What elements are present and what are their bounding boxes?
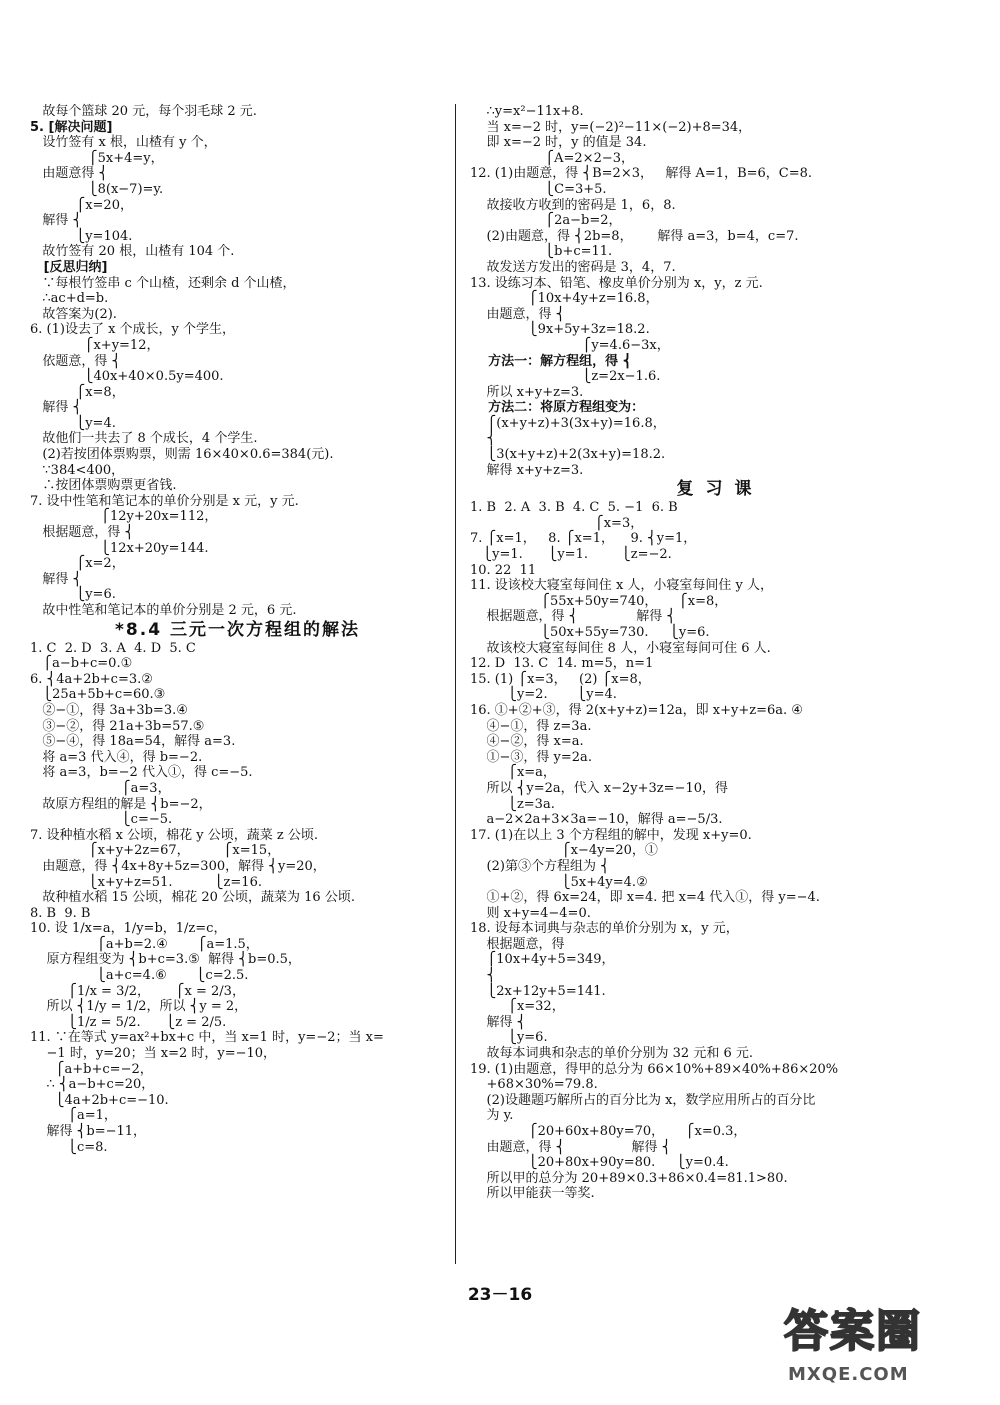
answer-line: ⎧x=3， bbox=[470, 515, 644, 531]
answer-line: 即 x=−2 时，y 的值是 34. bbox=[470, 135, 647, 151]
answer-line: ⎩2x+12y+5=141. bbox=[470, 983, 606, 999]
answer-line: 12. (1)由题意，得 ⎨B=2×3， 解得 A=1，B=6，C=8. bbox=[470, 166, 813, 182]
page-number: 23－16 bbox=[467, 1285, 533, 1305]
answer-line: 15. (1) ⎧x=3， (2) ⎧x=8， bbox=[470, 671, 651, 687]
answer-line: ⎧20+60x+80y=70， ⎧x=0.3， bbox=[470, 1124, 747, 1139]
answer-line: 7. ⎧x=1， 8. ⎧x=1， 9. ⎨y=1， bbox=[470, 531, 697, 547]
answer-line: 所以甲能获一等奖. bbox=[470, 1186, 595, 1202]
answer-line: a−2×2a+3×3a=−10，解得 a=−5/3. bbox=[470, 812, 723, 828]
answer-line: 6. ⎨4a+2b+c=3.② bbox=[30, 671, 153, 687]
answer-line: ⎨ bbox=[470, 968, 497, 984]
answer-line: 所以 x+y+z=3. bbox=[470, 384, 584, 400]
answer-line: 8. B 9. B bbox=[30, 905, 91, 921]
answer-line: 故接收方收到的密码是 1，6，8. bbox=[470, 197, 676, 213]
answer-line: 当 x=−2 时，y=(−2)²−11×(−2)+8=34， bbox=[470, 119, 752, 135]
answer-line: 1. C 2. D 3. A 4. D 5. C bbox=[30, 640, 196, 656]
answer-line: ⎩50x+55y=730. ⎩y=6. bbox=[470, 625, 710, 640]
answer-line: ⎧55x+50y=740， ⎧x=8， bbox=[470, 593, 728, 609]
answer-line: ⑤−④，得 18a=54，解得 a=3. bbox=[30, 734, 236, 750]
answer-line: 根据题意，得 ⎨ 解得 ⎨ bbox=[470, 609, 677, 625]
answer-line: 1. B 2. A 3. B 4. C 5. −1 6. B bbox=[470, 500, 678, 516]
answer-line: 故答案为(2). bbox=[30, 306, 117, 322]
answer-line: 12. D 13. C 14. m=5，n=1 bbox=[470, 656, 654, 672]
column-divider bbox=[455, 104, 456, 1264]
answer-line: 16. ①+②+③，得 2(x+y+z)=12a，即 x+y+z=6a. ④ bbox=[470, 702, 803, 718]
answer-line: 则 x+y=4−4=0. bbox=[470, 905, 591, 921]
answer-line: ⎧12y+20x=112， bbox=[30, 509, 218, 525]
answer-line: ⎩12x+20y=144. bbox=[30, 540, 209, 556]
answer-line: 故该校大寝室每间住 8 人，小寝室每间可住 6 人. bbox=[470, 640, 771, 656]
answer-line: [反思归纳] bbox=[30, 259, 108, 275]
answer-line: ⎩8(x−7)=y. bbox=[30, 181, 164, 197]
answer-line: 故种植水稻 15 公顷，棉花 20 公顷，蔬菜为 16 公顷. bbox=[30, 890, 355, 906]
answer-line: 解得 x+y+z=3. bbox=[470, 462, 584, 478]
answer-line: ⎧x=20， bbox=[30, 197, 133, 213]
answer-line: 方法一：解方程组，得 ⎨ bbox=[470, 353, 633, 369]
answer-line: 解得 ⎨ bbox=[30, 571, 83, 587]
answer-line: 10. 设 1/x=a，1/y=b，1/z=c， bbox=[30, 921, 227, 937]
answer-line: ∴按团体票购票更省钱. bbox=[30, 478, 177, 494]
answer-line: −1 时，y=20；当 x=2 时，y=−10， bbox=[30, 1046, 277, 1062]
answer-line: ⎧a=1， bbox=[30, 1108, 117, 1124]
answer-line: ⎩25a+5b+c=60.③ bbox=[30, 687, 166, 703]
answer-line: ⎧a=3， bbox=[30, 780, 171, 796]
section-title-review: 复习课 bbox=[676, 479, 764, 500]
answer-line: 6. (1)设去了 x 个成长，y 个学生， bbox=[30, 322, 236, 338]
answer-line: 18. 设每本词典与杂志的单价分别为 x，y 元， bbox=[470, 921, 739, 937]
answer-line: 设竹签有 x 根，山楂有 y 个， bbox=[30, 135, 217, 151]
answer-line: ⎧5x+4=y， bbox=[30, 150, 164, 166]
answer-line: ②−①，得 3a+3b=3.④ bbox=[30, 702, 188, 718]
answer-line: (2)若按团体票购票，则需 16×40×0.6=384(元). bbox=[30, 447, 334, 463]
answer-line: 依题意，得 ⎨ bbox=[30, 353, 122, 369]
answer-line: 由题意得 ⎨ bbox=[30, 166, 109, 182]
answer-line: ⎩C=3+5. bbox=[470, 181, 607, 197]
answer-line: ∵384<400， bbox=[30, 462, 125, 478]
answer-line: ⎧y=4.6−3x， bbox=[470, 337, 670, 353]
answer-line: ①−③，得 y=2a. bbox=[470, 749, 592, 765]
answer-line: ⎩5x+4y=4.② bbox=[470, 874, 648, 890]
answer-line: ⎩y=6. bbox=[30, 587, 116, 603]
answer-line: ⎧1/x = 3/2， ⎧x = 2/3， bbox=[30, 983, 245, 999]
answer-line: ⎧A=2×2−3， bbox=[470, 150, 635, 166]
answer-line: ⎩z=2x−1.6. bbox=[470, 369, 661, 385]
answer-line: ⎨ bbox=[470, 431, 497, 447]
answer-line: ⎧a+b+c=−2， bbox=[30, 1061, 153, 1077]
section-title-8-4: *8.4 三元一次方程组的解法 bbox=[115, 619, 360, 640]
watermark-logo bbox=[780, 1295, 980, 1385]
answer-line: ⎧x+y=12， bbox=[30, 337, 160, 353]
answer-line: ⎩c=8. bbox=[30, 1139, 108, 1155]
answer-line: 故发送方发出的密码是 3，4，7. bbox=[470, 259, 676, 275]
answer-line: 故竹签有 20 根，山楂有 104 个. bbox=[30, 244, 235, 260]
answer-line: 解得 ⎨ bbox=[30, 213, 83, 229]
answer-line: ⎧(x+y+z)+3(3x+y)=16.8， bbox=[470, 415, 666, 431]
answer-line: 原方程组变为 ⎨b+c=3.⑤ 解得 ⎨b=0.5， bbox=[30, 952, 301, 968]
answer-line: ⎧10x+4y+5=349， bbox=[470, 952, 615, 968]
answer-line: 5. [解决问题] bbox=[30, 119, 113, 135]
answer-line: +68×30%=79.8. bbox=[470, 1077, 598, 1093]
answer-line: 所以 ⎨1/y = 1/2，所以 ⎨y = 2， bbox=[30, 999, 248, 1015]
answer-line: (2)由题意，得 ⎨2b=8， 解得 a=3，b=4，c=7. bbox=[470, 228, 799, 244]
answer-line: ∴y=x²−11x+8. bbox=[470, 104, 584, 119]
answer-line: 故中性笔和笔记本的单价分别是 2 元，6 元. bbox=[30, 603, 297, 618]
answer-line: ④−①，得 z=3a. bbox=[470, 718, 592, 734]
answer-line: (2)第③个方程组为 ⎨ bbox=[470, 858, 610, 874]
watermark-url: MXQE.COM bbox=[788, 1364, 909, 1385]
answer-line: 19. (1)由题意，得甲的总分为 66×10%+89×40%+86×20% bbox=[470, 1061, 839, 1077]
answer-line: 解得 ⎨ bbox=[470, 1014, 527, 1030]
answer-line: ⎩y=4. bbox=[30, 415, 116, 431]
answer-line: ⎩20+80x+90y=80. ⎩y=0.4. bbox=[470, 1155, 729, 1171]
answer-line: 解得 ⎨ bbox=[30, 400, 83, 416]
answer-line: ⎧x−4y=20，① bbox=[470, 843, 658, 859]
right-column bbox=[470, 104, 970, 1202]
left-answers-block bbox=[30, 104, 445, 619]
left-column bbox=[30, 104, 445, 1155]
answer-line: ⎩z=3a. bbox=[470, 796, 555, 812]
answer-line: 根据题意，得 ⎨ bbox=[30, 525, 135, 541]
right-answers-block-review bbox=[470, 500, 970, 1202]
answer-line: ⎧x=8， bbox=[30, 384, 125, 400]
answer-line: 17. (1)在以上 3 个方程组的解中，发现 x+y=0. bbox=[470, 827, 752, 843]
answer-line: ∴ac+d=b. bbox=[30, 291, 109, 307]
answer-line: ⎧x+y+2z=67， ⎧x=15， bbox=[30, 843, 281, 859]
answer-line: ⎩y=2. ⎩y=4. bbox=[470, 687, 617, 703]
answer-line: ③−②，得 21a+3b=57.⑤ bbox=[30, 718, 205, 734]
answer-line: 为 y. bbox=[470, 1108, 514, 1124]
answer-line: ⎧x=2， bbox=[30, 556, 125, 572]
left-answers-block-8-4 bbox=[30, 641, 445, 1156]
answer-line: ⎩4a+2b+c=−10. bbox=[30, 1092, 169, 1108]
answer-line: ④−②，得 x=a. bbox=[470, 734, 584, 750]
answer-line: 将 a=3 代入④，得 b=−2. bbox=[30, 749, 203, 765]
answer-line: ⎩x+y+z=51. ⎩z=16. bbox=[30, 874, 262, 890]
answer-line: 解得 ⎨b=−11， bbox=[30, 1124, 147, 1139]
answer-line: ①+②，得 6x=24，即 x=4. 把 x=4 代入①，得 y=−4. bbox=[470, 890, 820, 906]
answer-line: 10. 22 11 bbox=[470, 562, 537, 578]
right-answers-block bbox=[470, 104, 970, 478]
answer-line: 故他们一共去了 8 个成长，4 个学生. bbox=[30, 431, 258, 447]
answer-line: 7. 设种植水稻 x 公顷，棉花 y 公顷，蔬菜 z 公顷. bbox=[30, 827, 318, 843]
answer-line: ⎩3(x+y+z)+2(3x+y)=18.2. bbox=[470, 447, 666, 463]
answer-line: 所以甲的总分为 20+89×0.3+86×0.4=81.1>80. bbox=[470, 1170, 788, 1186]
answer-line: ⎩9x+5y+3z=18.2. bbox=[470, 322, 650, 338]
answer-line: ⎩y=104. bbox=[30, 228, 133, 244]
answer-line: ⎩a+c=4.⑥ ⎩c=2.5. bbox=[30, 968, 249, 984]
answer-line: ⎩y=1. ⎩y=1. ⎩z=−2. bbox=[470, 547, 672, 563]
answer-line: 13. 设练习本、铅笔、橡皮单价分别为 x，y，z 元. bbox=[470, 275, 763, 291]
answer-line: ⎩1/z = 5/2. ⎩z = 2/5. bbox=[30, 1014, 227, 1030]
answer-line: ⎩b+c=11. bbox=[470, 244, 613, 260]
watermark-text: 答案圈 bbox=[784, 1306, 922, 1357]
answer-line: ∵每根竹签串 c 个山楂，还剩余 d 个山楂， bbox=[30, 275, 296, 291]
answer-line: ⎧10x+4y+z=16.8， bbox=[470, 291, 659, 307]
answer-line: 故每个篮球 20 元，每个羽毛球 2 元. bbox=[30, 104, 257, 119]
answer-line: (2)设趣题巧解所占的百分比为 x，数学应用所占的百分比 bbox=[470, 1092, 816, 1108]
answer-line: 故每本词典和杂志的单价分别为 32 元和 6 元. bbox=[470, 1046, 754, 1062]
answer-line: 7. 设中性笔和笔记本的单价分别是 x 元，y 元. bbox=[30, 493, 299, 509]
answer-line: ⎧a+b=2.④ ⎧a=1.5， bbox=[30, 936, 259, 952]
answer-line: ⎧2a−b=2， bbox=[470, 213, 622, 229]
answer-line: 11. ∵在等式 y=ax²+bx+c 中，当 x=1 时，y=−2；当 x= bbox=[30, 1030, 384, 1046]
answer-line: ⎩y=6. bbox=[470, 1030, 548, 1046]
answer-line: 故原方程组的解是 ⎨b=−2， bbox=[30, 796, 212, 812]
answer-line: ⎧a−b+c=0.① bbox=[30, 656, 133, 672]
answer-line: ⎧x=32， bbox=[470, 999, 565, 1015]
answer-line: 将 a=3，b=−2 代入①，得 c=−5. bbox=[30, 765, 253, 781]
answer-line: ∴ ⎨a−b+c=20， bbox=[30, 1077, 155, 1093]
answer-line: 由题意，得 ⎨ bbox=[470, 306, 566, 322]
answer-line: ⎧x=a， bbox=[470, 765, 556, 781]
answer-line: 所以 ⎨y=2a，代入 x−2y+3z=−10，得 bbox=[470, 780, 728, 796]
answer-line: 方法二：将原方程组变为： bbox=[470, 400, 645, 416]
answer-line: 由题意，得 ⎨ 解得 ⎨ bbox=[470, 1139, 672, 1155]
answer-line: ⎩40x+40×0.5y=400. bbox=[30, 369, 224, 385]
answer-line: 由题意，得 ⎨4x+8y+5z=300，解得 ⎨y=20， bbox=[30, 858, 326, 874]
answer-line: 根据题意，得 bbox=[470, 936, 565, 952]
answer-line: ⎩c=−5. bbox=[30, 812, 173, 828]
answer-line: 11. 设该校大寝室每间住 x 人，小寝室每间住 y 人， bbox=[470, 578, 774, 594]
